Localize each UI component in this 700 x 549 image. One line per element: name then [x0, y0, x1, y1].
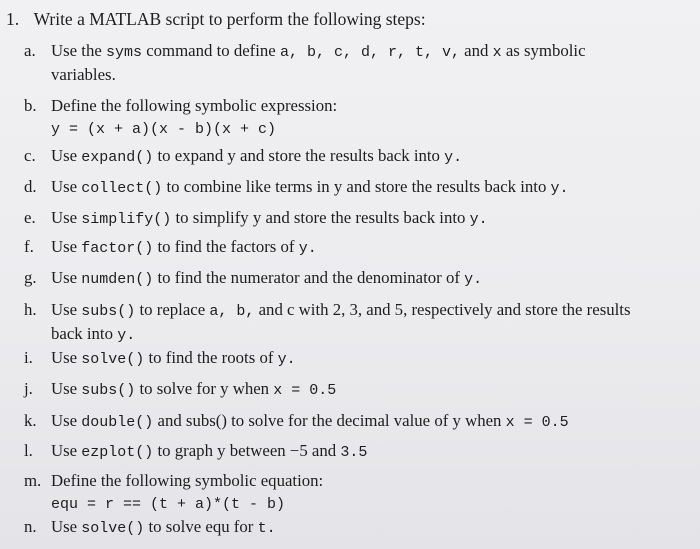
code-expression: y = (x + a)(x - b)(x + c) — [51, 121, 277, 138]
step-c: c. Use expand() to expand y and store the results back into y. — [24, 146, 463, 166]
step-h: h. Use subs() to replace a, b, and c with 2, 3, and 5, respectively and store the results back into y. — [24, 300, 631, 344]
question-title — [6, 9, 426, 30]
code-equation: equ = r == (t + a)*(t - b) — [51, 496, 286, 513]
question-text: Write a MATLAB script to perform the following steps: — [33, 9, 426, 29]
step-label: b. — [24, 96, 37, 115]
step-i: i. Use solve() to find the roots of y. — [24, 348, 296, 368]
step-j: j. Use subs() to solve for y when x = 0.5 — [24, 379, 337, 399]
step-l: l. Use ezplot() to graph y between −5 and 3.5 — [24, 441, 368, 461]
step-n: n. Use solve() to solve equ for t. — [24, 517, 276, 537]
step-f: f. Use factor() to find the factors of y. — [24, 237, 317, 257]
question-number: 1. — [6, 9, 20, 29]
step-m: m. Define the following symbolic equation: equ = r == (t + a)*(t - b) — [24, 471, 324, 513]
step-a: a. Use the syms command to define a, b, c, d, r, t, v, and x as symbolic variables. — [24, 41, 586, 84]
step-k: k. Use double() and subs() to solve for the decimal value of y when x = 0.5 — [24, 411, 569, 431]
step-d: d. Use collect() to combine like terms in y and store the results back into y. — [24, 177, 569, 197]
step-e: e. Use simplify() to simplify y and store the results back into y. — [24, 208, 488, 228]
step-label: a. — [24, 41, 36, 60]
step-g: g. Use numden() to find the numerator and the denominator of y. — [24, 268, 483, 288]
step-b: b. Define the following symbolic expression: y = (x + a)(x - b)(x + c) — [24, 96, 338, 138]
